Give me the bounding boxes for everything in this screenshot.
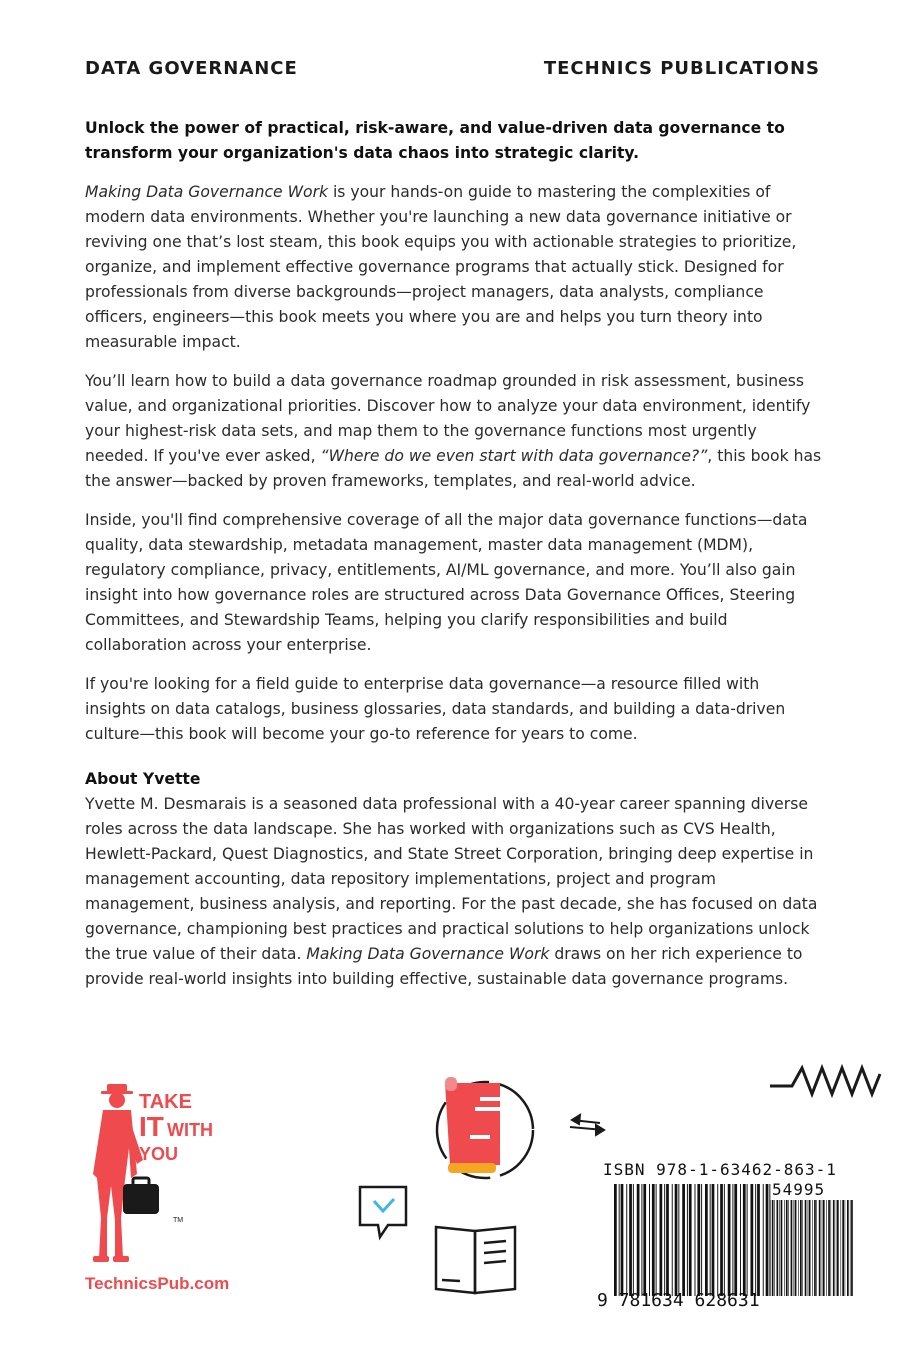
barcode-bar: [766, 1184, 769, 1296]
barcode-bar: [629, 1184, 632, 1296]
book-title-italic: Making Data Governance Work: [85, 183, 329, 201]
barcode-bar: [816, 1200, 817, 1296]
logo-text-you: YOU: [139, 1144, 179, 1164]
barcode-bar: [675, 1184, 678, 1296]
barcode-bar: [728, 1184, 731, 1296]
barcode-bar: [734, 1184, 737, 1296]
barcode-bar: [819, 1200, 821, 1296]
barcode-bar: [695, 1184, 696, 1296]
logo-text-take: TAKE: [139, 1091, 192, 1113]
barcode-bar: [720, 1184, 723, 1296]
paragraph-2-end: , this book has the answer—backed by proven frameworks, templates, and real-world advice.: [85, 447, 822, 490]
barcode-bar: [822, 1200, 823, 1296]
barcode-bar: [784, 1200, 785, 1296]
barcode-bar: [805, 1200, 807, 1296]
isbn-number: ISBN 978-1-63462-863-1: [603, 1160, 837, 1179]
barcode-bar: [678, 1184, 679, 1296]
barcode-bar: [833, 1200, 835, 1296]
header: [85, 58, 820, 82]
barcode-bar: [842, 1200, 844, 1296]
barcode-bar: [682, 1184, 685, 1296]
barcode-bar: [802, 1200, 803, 1296]
barcode-bar: [847, 1200, 849, 1296]
scroll-icon: [437, 1077, 533, 1178]
barcode-bar: [687, 1184, 688, 1296]
barcode-bar: [809, 1200, 811, 1296]
logo-text-with: WITH: [167, 1120, 213, 1140]
barcode-bar: [828, 1200, 830, 1296]
barcode-bar: [808, 1200, 809, 1296]
barcode-bar: [826, 1200, 827, 1296]
barcode-bar: [795, 1200, 797, 1296]
barcode-bar: [781, 1200, 783, 1296]
barcode-bar: [794, 1200, 795, 1296]
decorative-icons: [350, 1075, 630, 1305]
barcode-bar: [619, 1184, 620, 1296]
logo-text-it: IT: [139, 1111, 164, 1142]
barcode-bar: [845, 1200, 846, 1296]
paragraph-3: Inside, you'll find comprehensive coverage of all the major data governance functions—data quality, data stewardship, metadata management, master data management (MDM), regulatory compliance, privacy, entitlements, AI/ML governance, and more. You’ll also gain insight into how governance roles are structured across Data Governance Offices, Steering Committees, and Stewardship Teams, helping you clarify responsibilities and build collaboration across your enterprise.: [85, 511, 808, 654]
barcode-bar: [643, 1184, 646, 1296]
paragraph-2-quote: “Where do we even start with data governance?”: [320, 447, 708, 465]
barcode-bar: [689, 1184, 692, 1296]
barcode-bar: [798, 1200, 799, 1296]
barcode-bar: [831, 1200, 832, 1296]
barcode-bar: [812, 1200, 813, 1296]
barcode-bar: [637, 1184, 640, 1296]
barcode-bar: [777, 1200, 779, 1296]
barcode-bar: [788, 1200, 789, 1296]
barcode-bar: [774, 1200, 775, 1296]
barcode-bar: [786, 1200, 788, 1296]
about-book-title: Making Data Governance Work: [306, 945, 550, 963]
paragraph-1-text: is your hands-on guide to mastering the complexities of modern data environments. Whether you're launching a new data governance initiative or reviving one that’s lost steam, this book equips you with actionable strategies to prioritize, organize, and implement effective governance programs that actually stick. Designed for professionals from diverse backgrounds—project managers, data analysts, compliance officers, engineers—this book meets you where you are and helps you turn theory into measurable impact.: [85, 183, 797, 351]
barcode-bar: [770, 1200, 771, 1296]
barcode-bar: [697, 1184, 700, 1296]
barcode-bar: [710, 1184, 711, 1296]
lead-paragraph: Unlock the power of practical, risk-aware, and value-driven data governance to transform your organization's data chaos into strategic clarity.: [85, 119, 785, 162]
publisher-logo: [85, 1078, 245, 1298]
about-author-title: About Yvette: [85, 770, 201, 788]
barcode-bar: [800, 1200, 802, 1296]
barcode-bar: [750, 1184, 753, 1296]
man-silhouette-icon: [93, 1084, 143, 1262]
about-text-end: draws on her rich experience to provide real-world insights into building effective, sustainable data governance programs.: [85, 945, 803, 988]
barcode-bar: [717, 1184, 718, 1296]
barcode-bar: [757, 1184, 760, 1296]
barcode-bar: [724, 1184, 725, 1296]
chat-check-icon: [360, 1187, 406, 1237]
paragraph-4: If you're looking for a field guide to enterprise data governance—a resource filled with insights on data catalogs, business glossaries, data standards, and building a data-driven culture—this book will become your go-to reference for years to come.: [85, 675, 786, 743]
barcode-bar: [836, 1200, 837, 1296]
price-addon-barcode: [770, 1200, 856, 1296]
barcode-bar: [851, 1200, 853, 1296]
barcode-bar: [740, 1184, 741, 1296]
barcode-bar: [791, 1200, 793, 1296]
barcode-bar: [641, 1184, 642, 1296]
about-author-text: [85, 792, 823, 992]
about-text-start: Yvette M. Desmarais is a seasoned data professional with a 40-year career spanning diverse roles across the data landscape. She has worked with organizations such as CVS Health, Hewlett-Packard, Quest Diagnostics, and State Street Corporation, bringing deep expertise in management accounting, data repository implementations, project and program management, business analysis, and reporting. For the past decade, she has focused on data governance, championing best practices and practical solutions to help organizations unlock the true value of their data.: [85, 795, 818, 963]
barcode-bar: [626, 1184, 627, 1296]
barcode-bar: [841, 1200, 842, 1296]
back-cover-copy: [85, 116, 823, 1006]
barcode-bar: [755, 1184, 756, 1296]
barcode-bar: [621, 1184, 624, 1296]
briefcase-icon: [123, 1178, 159, 1214]
barcode-bar: [747, 1184, 748, 1296]
barcode-bar: [701, 1184, 702, 1296]
ean-digits: 9 781634 628631: [597, 1290, 760, 1311]
barcode-bar: [672, 1184, 673, 1296]
barcode-bar: [656, 1184, 657, 1296]
barcode-bar: [649, 1184, 650, 1296]
barcode-bar: [712, 1184, 715, 1296]
squiggle-mark-icon: [768, 1064, 883, 1098]
barcode-bar: [850, 1200, 851, 1296]
paragraph-2-start: You’ll learn how to build a data governance roadmap grounded in risk assessment, business value, and organizational priorities. Discover how to analyze your data environment, identify your highest-risk data sets, and map them to the governance functions most urgently needed. If you've ever asked,: [85, 372, 811, 465]
open-book-icon: [436, 1227, 515, 1293]
barcode-bar: [666, 1184, 669, 1296]
barcode-bar: [664, 1184, 665, 1296]
paragraph-2: [85, 369, 823, 494]
barcode-bar: [743, 1184, 746, 1296]
barcode-bar: [614, 1184, 617, 1296]
barcode-bar: [652, 1184, 655, 1296]
paragraph-1: [85, 180, 823, 355]
barcode-bar: [705, 1184, 708, 1296]
barcode-bar: [779, 1200, 780, 1296]
price-code: 54995: [772, 1180, 826, 1199]
swap-arrows-icon: [570, 1115, 604, 1135]
publisher-name: TECHNICS PUBLICATIONS: [543, 58, 820, 79]
barcode-bar: [732, 1184, 733, 1296]
barcode-bar: [659, 1184, 662, 1296]
logo-trademark: TM: [173, 1217, 184, 1224]
barcode-bar: [814, 1200, 816, 1296]
barcode-bar: [837, 1200, 839, 1296]
series-title: DATA GOVERNANCE: [85, 58, 298, 79]
publisher-url: TechnicsPub.com: [85, 1274, 230, 1293]
barcode-bar: [823, 1200, 825, 1296]
barcode-bar: [633, 1184, 634, 1296]
barcode-bar: [772, 1200, 774, 1296]
barcode-bar: [763, 1184, 764, 1296]
